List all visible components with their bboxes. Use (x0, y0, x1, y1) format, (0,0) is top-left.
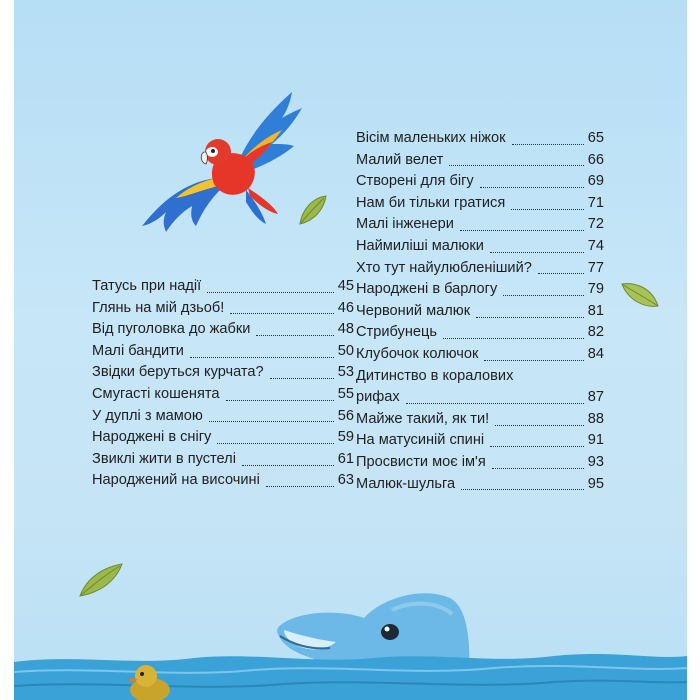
toc-entry[interactable]: Хто тут найулюбленіший? 77 (356, 259, 604, 276)
toc-entry[interactable]: Майже такий, як ти! 88 (356, 410, 604, 427)
toc-entry[interactable]: Просвисти моє ім'я 93 (356, 453, 604, 470)
parrot-illustration (122, 86, 312, 246)
toc-right-column (356, 128, 604, 495)
toc-entry[interactable]: Наймиліші малюки 74 (356, 237, 604, 254)
toc-entry[interactable]: Червоний малюк 81 (356, 302, 604, 319)
toc-entry[interactable]: Малі бандити 50 (92, 342, 354, 359)
toc-entry[interactable]: Народжені в барлогу 79 (356, 281, 604, 298)
toc-entry[interactable]: Клубочок колючок 84 (356, 345, 604, 362)
toc-entry[interactable]: Глянь на мій дзьоб! 46 (92, 299, 354, 316)
toc-entry[interactable]: Від пуголовка до жабки 48 (92, 321, 354, 338)
sea-water (14, 650, 687, 700)
toc-left-column (92, 276, 354, 492)
toc-entry[interactable]: У дуплі з мамою 56 (92, 407, 354, 424)
leaf-icon (620, 280, 660, 310)
leaf-icon (298, 194, 328, 226)
toc-entry[interactable]: Нам би тільки гратися 71 (356, 194, 604, 211)
duckling-illustration (124, 660, 174, 700)
toc-entry[interactable]: рифах 87 (356, 389, 604, 406)
toc-entry[interactable]: Малюк-шульга 95 (356, 475, 604, 492)
book-page (14, 0, 687, 700)
toc-entry[interactable]: Малий велет 66 (356, 151, 604, 168)
toc-entry[interactable]: Звиклі жити в пустелі 61 (92, 450, 354, 467)
toc-entry-first-line[interactable]: Дитинство в коралових (356, 367, 514, 384)
toc-entry[interactable]: Народжений на височині 63 (92, 472, 354, 489)
toc-entry[interactable]: На матусиній спині 91 (356, 432, 604, 449)
leaf-icon (78, 562, 124, 598)
toc-entry[interactable]: Стрибунець 82 (356, 324, 604, 341)
toc-entry[interactable]: Вісім маленьких ніжок 65 (356, 130, 604, 146)
toc-entry[interactable]: Народжені в снігу 59 (92, 429, 354, 446)
toc-entry[interactable]: Звідки беруться курчата? 53 (92, 364, 354, 381)
toc-entry[interactable]: Створені для бігу 69 (356, 173, 604, 190)
toc-entry[interactable]: Смугасті кошенята 55 (92, 385, 354, 402)
toc-entry[interactable]: Малі інженери 72 (356, 216, 604, 233)
toc-entry[interactable]: Татусь при надії 45 (92, 278, 354, 294)
